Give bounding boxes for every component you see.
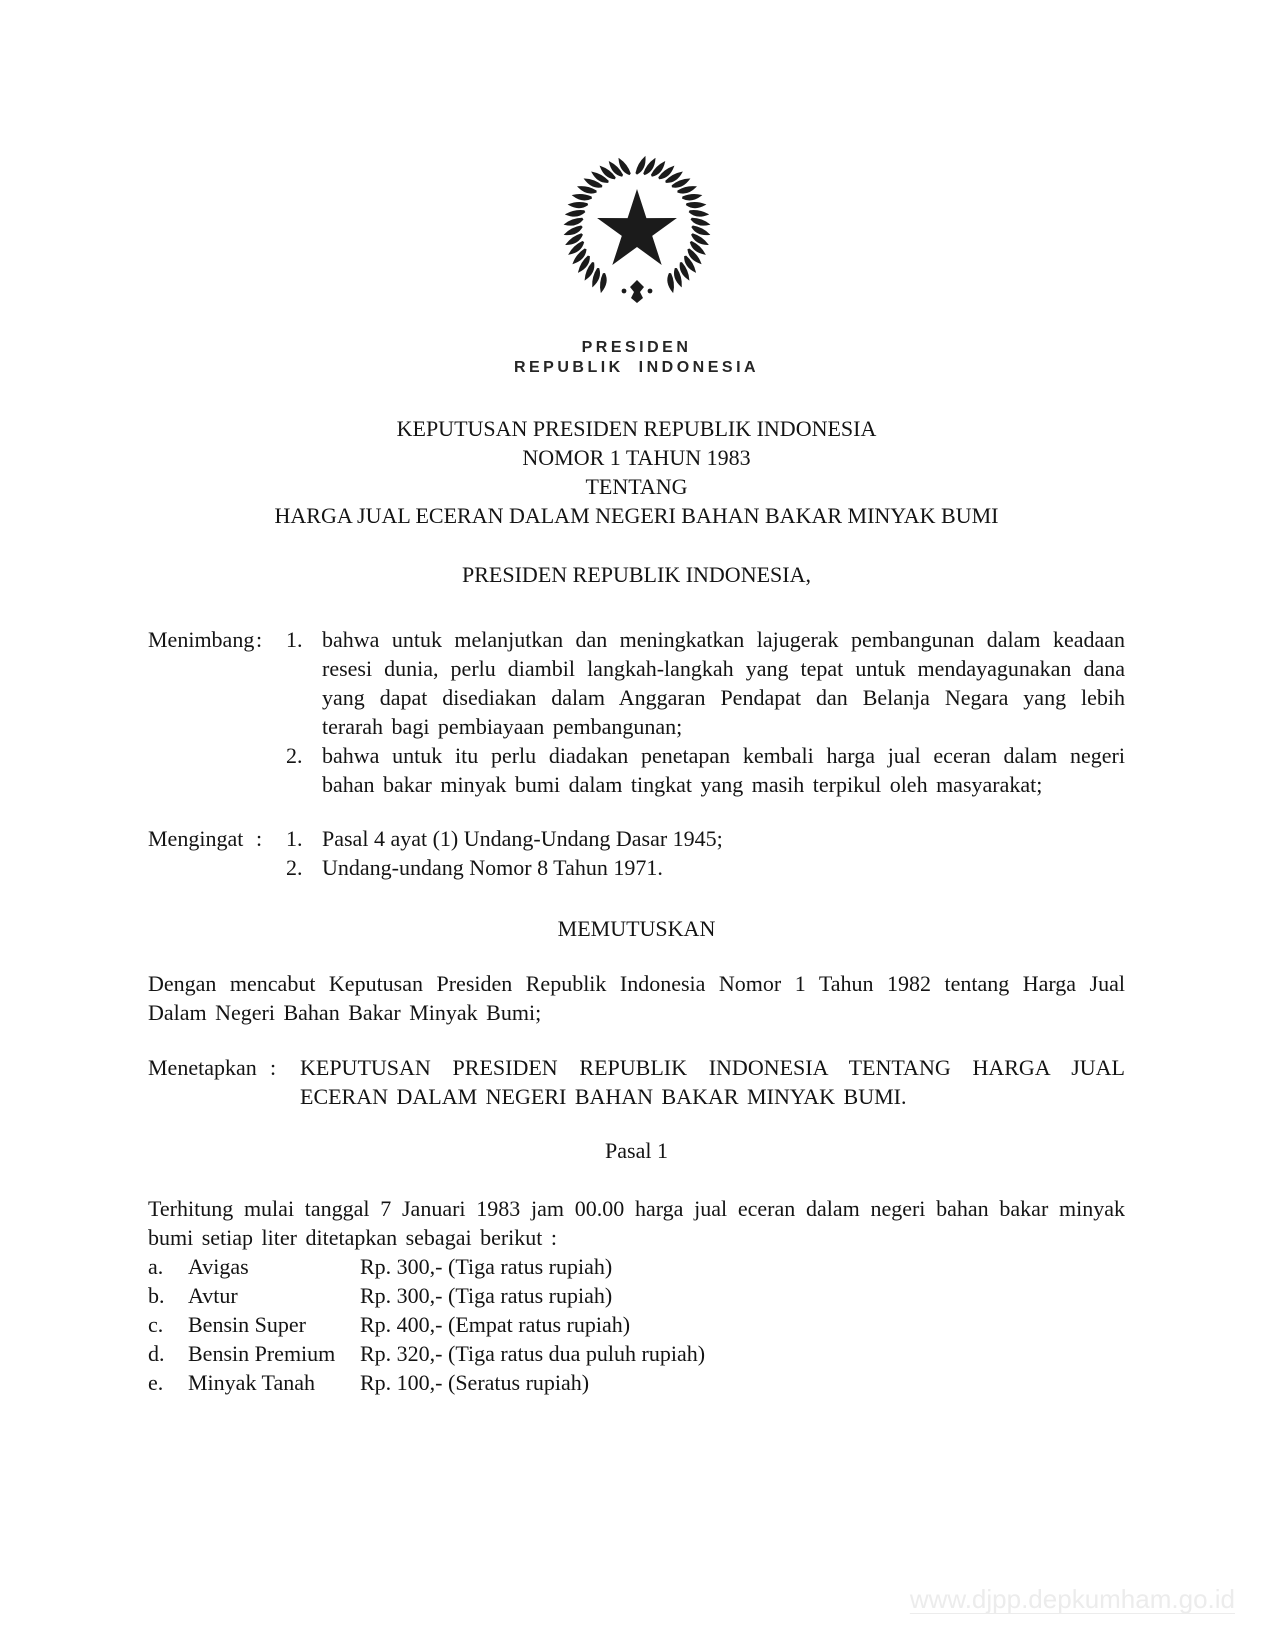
price-letter: d. [148, 1341, 165, 1366]
decree-title [148, 414, 1125, 530]
price-letter: c. [148, 1312, 164, 1337]
clause-text: KEPUTUSAN PRESIDEN REPUBLIK INDONESIA TENTANG HARGA JUAL ECERAN DALAM NEGERI BAHAN BAKAR MINYAK BUMI. [300, 1055, 1125, 1109]
fuel-name: Bensin Premium [188, 1341, 336, 1366]
price-list [148, 1252, 1125, 1397]
title-line-3: TENTANG [585, 474, 688, 499]
clause-label: Menetapkan [148, 1055, 257, 1080]
mencabut-paragraph: Dengan mencabut Keputusan Presiden Republik Indonesia Nomor 1 Tahun 1982 tentang Harga Jual Dalam Negeri Bahan Bakar Minyak Bumi; [148, 971, 1125, 1025]
item-text: bahwa untuk melanjutkan dan meningkatkan lajugerak pembangunan dalam keadaan resesi dunia, perlu diambil langkah-langkah yang tepat untuk mendayagunakan dana yang dapat disediakan dalam Anggaran Pendapat dan Belanja Negara yang lebih terarah bagi pembiayaan pembangunan; [322, 627, 1125, 739]
fuel-price: Rp. 400,- (Empat ratus rupiah) [360, 1312, 631, 1337]
presidential-seal-icon [558, 150, 716, 308]
fuel-name: Avtur [188, 1283, 238, 1308]
opening-line: PRESIDEN REPUBLIK INDONESIA, [462, 562, 811, 587]
clause-label: Menimbang [148, 627, 255, 652]
fuel-name: Minyak Tanah [188, 1370, 315, 1395]
item-text: Pasal 4 ayat (1) Undang-Undang Dasar 1945; [322, 826, 723, 851]
letterhead [148, 338, 1125, 378]
price-letter: a. [148, 1254, 164, 1279]
clause-colon: : [256, 826, 263, 851]
price-row [148, 1339, 1125, 1368]
title-line-2: NOMOR 1 TAHUN 1983 [522, 445, 751, 470]
item-number: 2. [286, 855, 303, 880]
price-row [148, 1252, 1125, 1281]
letterhead-line1: PRESIDEN [581, 339, 692, 356]
letterhead-line2: REPUBLIK INDONESIA [513, 359, 760, 376]
fuel-price: Rp. 300,- (Tiga ratus rupiah) [360, 1283, 613, 1308]
item-number: 1. [286, 627, 303, 652]
clause-menimbang [148, 625, 1125, 799]
pasal1-intro: Terhitung mulai tanggal 7 Januari 1983 jam 00.00 harga jual eceran dalam negeri bahan bakar minyak bumi setiap liter ditetapkan sebagai berikut : [148, 1196, 1125, 1250]
title-line-4: HARGA JUAL ECERAN DALAM NEGERI BAHAN BAKAR MINYAK BUMI [274, 503, 999, 528]
price-row [148, 1281, 1125, 1310]
item-text: bahwa untuk itu perlu diadakan penetapan kembali harga jual eceran dalam negeri bahan bakar minyak bumi dalam tingkat yang masih terpikul oleh masyarakat; [322, 743, 1125, 797]
clause-items [286, 824, 1125, 882]
clause-mengingat [148, 824, 1125, 882]
memutuskan-heading: MEMUTUSKAN [557, 916, 716, 941]
fuel-price: Rp. 320,- (Tiga ratus dua puluh rupiah) [360, 1341, 706, 1366]
item-number: 1. [286, 826, 303, 851]
price-letter: b. [148, 1283, 165, 1308]
price-letter: e. [148, 1370, 164, 1395]
document-content [0, 150, 1275, 1397]
fuel-name: Avigas [188, 1254, 249, 1279]
clause-items [286, 625, 1125, 799]
item-number: 2. [286, 743, 303, 768]
wreath-ornament-icon [621, 280, 652, 303]
clause-colon: : [270, 1055, 277, 1080]
clause-label: Mengingat [148, 826, 244, 851]
fuel-price: Rp. 100,- (Seratus rupiah) [360, 1370, 590, 1395]
pasal1-heading: Pasal 1 [605, 1138, 668, 1163]
item-text: Undang-undang Nomor 8 Tahun 1971. [322, 855, 663, 880]
price-row [148, 1310, 1125, 1339]
watermark: www.djpp.depkumham.go.id [909, 1584, 1235, 1614]
fuel-name: Bensin Super [188, 1312, 306, 1337]
list-item [286, 853, 1125, 882]
title-line-1: KEPUTUSAN PRESIDEN REPUBLIK INDONESIA [396, 416, 877, 441]
clause-menetapkan [148, 1053, 1125, 1111]
list-item [286, 625, 1125, 741]
star-icon [597, 189, 677, 265]
list-item [286, 741, 1125, 799]
clause-colon: : [256, 627, 263, 652]
price-row [148, 1368, 1125, 1397]
list-item [286, 824, 1125, 853]
fuel-price: Rp. 300,- (Tiga ratus rupiah) [360, 1254, 613, 1279]
